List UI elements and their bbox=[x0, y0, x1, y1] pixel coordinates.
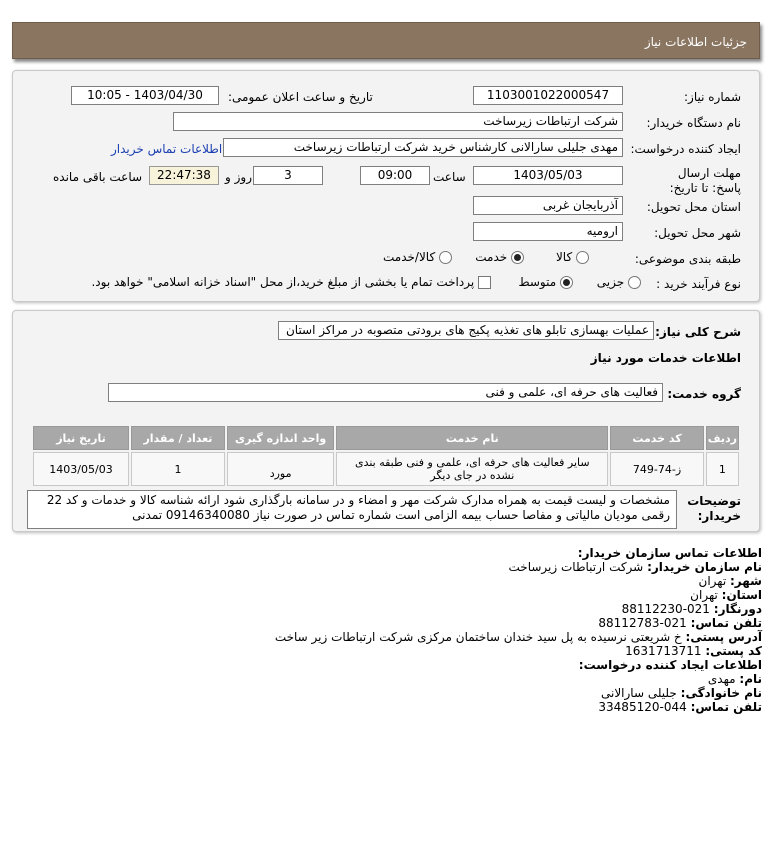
cell-service-code: ز-74-749 bbox=[610, 452, 704, 486]
col-need-date: تاریخ نیاز bbox=[33, 426, 129, 450]
need-details-panel bbox=[12, 310, 760, 532]
cell-row: 1 bbox=[706, 452, 739, 486]
remaining-time-field: 22:47:38 bbox=[149, 166, 219, 185]
col-service-name: نام خدمت bbox=[336, 426, 608, 450]
col-unit: واحد اندازه گیری bbox=[227, 426, 334, 450]
city-label: شهر محل تحویل: bbox=[654, 226, 741, 240]
summary-label: شرح کلی نیاز: bbox=[655, 325, 741, 339]
table-row bbox=[33, 452, 739, 486]
announce-field: 1403/04/30 - 10:05 bbox=[71, 86, 219, 105]
buyer-desc-label: توضیحات خریدار: bbox=[687, 494, 741, 523]
deadline-label: مهلت ارسال پاسخ: تا تاریخ: bbox=[669, 166, 741, 195]
summary-field: عملیات بهسازی تابلو های تغذیه پکیج های برودتی متصوبه در مراکز استان bbox=[278, 321, 654, 340]
creator-label: ایجاد کننده درخواست: bbox=[630, 142, 741, 156]
days-label: روز و bbox=[225, 170, 252, 184]
process-label: نوع فرآیند خرید : bbox=[656, 277, 741, 291]
province-field: آذربایجان غربی bbox=[473, 196, 623, 215]
city-field: ارومیه bbox=[473, 222, 623, 241]
deadline-date-field: 1403/05/03 bbox=[473, 166, 623, 185]
process-minor-radio[interactable] bbox=[628, 276, 641, 289]
cell-service-name: سایر فعالیت های حرفه ای، علمی و فنی طبقه بندی نشده در جای دیگر bbox=[336, 452, 608, 486]
contact-org: نام سازمان خریدار: شرکت ارتباطات زیرساخت bbox=[508, 560, 762, 574]
services-table-header bbox=[33, 426, 739, 450]
contact-address: آدرس پستی: خ شریعتی نرسیده به پل سید خندان ساختمان مرکزی شرکت ارتباطات زیر ساخت bbox=[274, 630, 762, 644]
col-row: ردیف bbox=[706, 426, 739, 450]
contact-city: شهر: تهران bbox=[698, 574, 762, 588]
cell-unit: مورد bbox=[227, 452, 334, 486]
treasury-note: پرداخت تمام یا بخشی از مبلغ خرید،از محل "اسناد خزانه اسلامی" خواهد بود. bbox=[91, 275, 475, 289]
buyer-contact-link[interactable]: اطلاعات تماس خریدار bbox=[111, 142, 223, 156]
page-header bbox=[12, 22, 760, 59]
contact-fax: دورنگار: 021-88112230 bbox=[621, 602, 762, 616]
buyer-org-field: شرکت ارتباطات زیرساخت bbox=[173, 112, 623, 131]
buyer-org-label: نام دستگاه خریدار: bbox=[646, 116, 741, 130]
category-label: طبقه بندی موضوعی: bbox=[634, 252, 741, 266]
category-both-option[interactable]: کالا/خدمت bbox=[383, 250, 452, 264]
process-medium-radio[interactable] bbox=[560, 276, 573, 289]
service-group-field: فعالیت های حرفه ای، علمی و فنی bbox=[108, 383, 663, 402]
deadline-time-label: ساعت bbox=[433, 170, 466, 184]
services-heading: اطلاعات خدمات مورد نیاز bbox=[590, 351, 741, 365]
process-minor-option[interactable]: جزیی bbox=[597, 275, 641, 289]
deadline-time-field: 09:00 bbox=[360, 166, 430, 185]
services-table bbox=[31, 424, 741, 488]
buyer-desc-field: مشخصات و لیست قیمت به همراه مدارک شرکت مهر و امضاء و در سامانه بارگذاری شود ارائه شناسه کالا و خدمات و کد 22 رقمی مودیان مالیاتی و مفاصا حساب بیمه الزامی است شماره تماس در صورت نیاز 09146340080 تمدنی bbox=[27, 490, 677, 529]
treasury-option[interactable] bbox=[91, 275, 491, 289]
treasury-checkbox[interactable] bbox=[478, 276, 491, 289]
creator-name: نام: مهدی bbox=[707, 672, 762, 686]
cell-quantity: 1 bbox=[131, 452, 225, 486]
category-goods-option[interactable]: کالا bbox=[556, 250, 589, 264]
cell-need-date: 1403/05/03 bbox=[33, 452, 129, 486]
creator-family: نام خانوادگی: جلیلی سارالانی bbox=[600, 686, 762, 700]
contact-heading: اطلاعات تماس سازمان خریدار: bbox=[577, 546, 762, 560]
category-service-radio[interactable] bbox=[511, 251, 524, 264]
creator-phone: تلفن تماس: 044-33485120 bbox=[598, 700, 762, 714]
category-goods-radio[interactable] bbox=[576, 251, 589, 264]
process-medium-option[interactable]: متوسط bbox=[518, 275, 573, 289]
contact-postal: کد پستی: 1631713711 bbox=[625, 644, 762, 658]
creator-heading: اطلاعات ایجاد کننده درخواست: bbox=[578, 658, 762, 672]
page-title: جزئیات اطلاعات نیاز bbox=[644, 35, 747, 49]
creator-field: مهدی جلیلی سارالانی کارشناس خرید شرکت ارتباطات زیرساخت bbox=[223, 138, 623, 157]
contact-phone: تلفن تماس: 021-88112783 bbox=[598, 616, 762, 630]
announce-label: تاریخ و ساعت اعلان عمومی: bbox=[228, 90, 373, 104]
col-quantity: تعداد / مقدار bbox=[131, 426, 225, 450]
service-group-label: گروه خدمت: bbox=[667, 387, 741, 401]
col-service-code: کد خدمت bbox=[610, 426, 704, 450]
need-number-label: شماره نیاز: bbox=[684, 90, 741, 104]
contact-province: استان: تهران bbox=[690, 588, 762, 602]
category-service-option[interactable]: خدمت bbox=[475, 250, 524, 264]
category-both-radio[interactable] bbox=[439, 251, 452, 264]
province-label: استان محل تحویل: bbox=[646, 200, 741, 214]
need-info-panel bbox=[12, 70, 760, 302]
need-number-field: 1103001022000547 bbox=[473, 86, 623, 105]
remaining-label: ساعت باقی مانده bbox=[53, 170, 143, 184]
days-field: 3 bbox=[253, 166, 323, 185]
